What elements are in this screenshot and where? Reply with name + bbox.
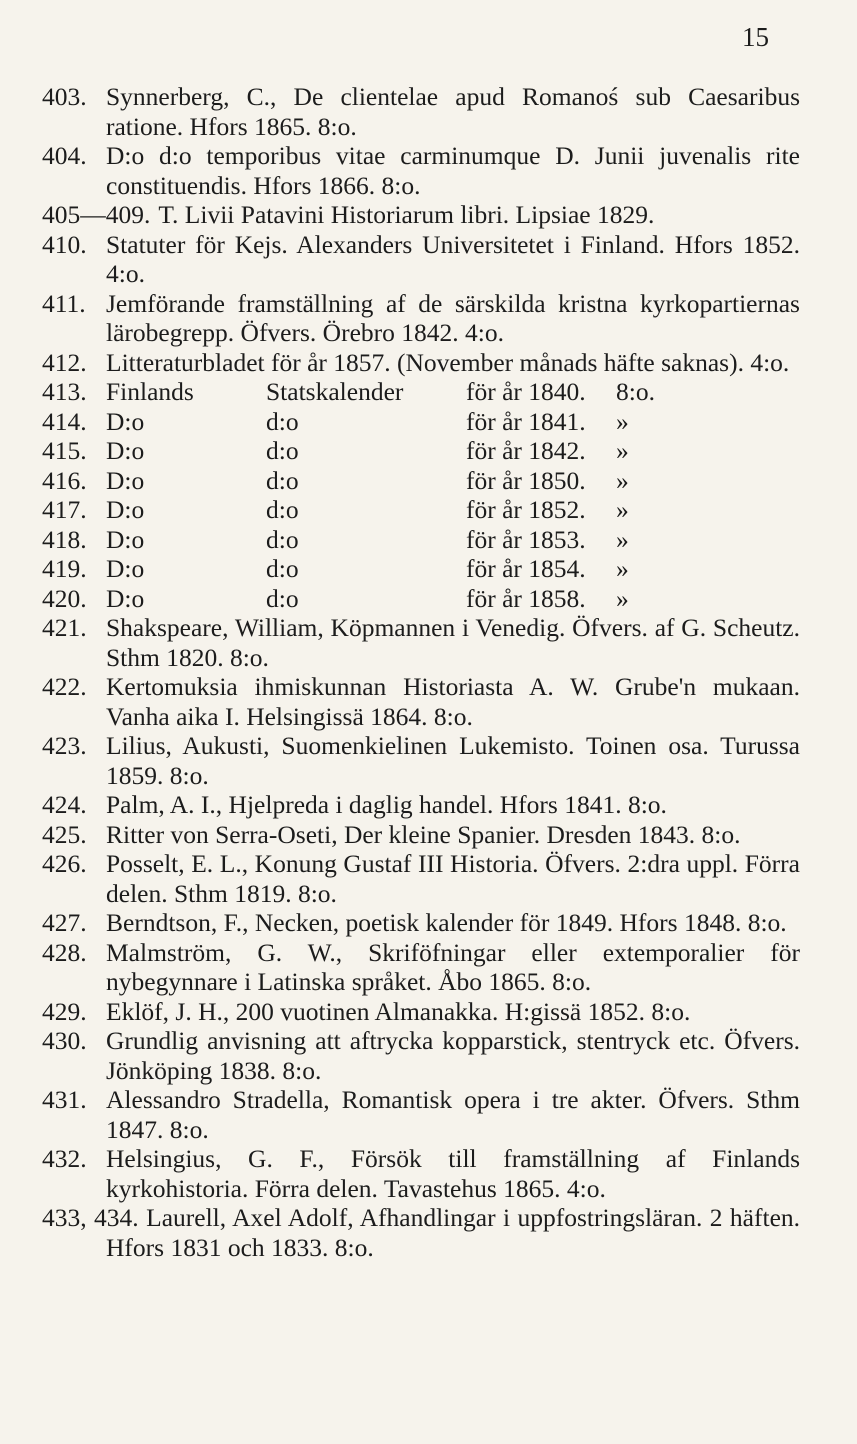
entry-number: 404. [42, 141, 87, 170]
calendar-row [42, 525, 800, 555]
entry-text: Statuter för Kejs. Alexanders Universitetet i Finland. Hfors 1852. 4:o. [106, 229, 800, 288]
catalog-entry [42, 790, 800, 820]
calendar-col-a: Finlands [106, 377, 194, 406]
catalog-entries [42, 82, 800, 1262]
entry-text: Synnerberg, C., De clientelae apud Romanoś sub Caesaribus ratione. Hfors 1865. 8:o. [106, 82, 800, 141]
entry-number: 433, 434. [42, 1203, 139, 1232]
entry-number: 416. [42, 465, 87, 495]
entry-number: 426. [42, 849, 87, 878]
catalog-entry [42, 289, 800, 348]
calendar-col-a: D:o [106, 436, 145, 465]
catalog-entry [42, 141, 800, 200]
entry-number: 424. [42, 790, 87, 819]
entry-text: Alessandro Stradella, Romantisk opera i tre akter. Öfvers. Sthm 1847. 8:o. [106, 1085, 800, 1144]
entry-number: 414. [42, 406, 87, 436]
calendar-col-d: » [616, 524, 629, 554]
entry-text: T. Livii Patavini Historiarum libri. Lipsiae 1829. [158, 200, 655, 229]
catalog-entry [42, 348, 800, 378]
calendar-col-b: d:o [266, 465, 299, 495]
catalog-entry [42, 820, 800, 850]
calendar-row [42, 407, 800, 437]
calendar-row [42, 466, 800, 496]
calendar-row [42, 554, 800, 584]
entry-text: Shakspeare, William, Köpmannen i Venedig. Öfvers. af G. Scheutz. Sthm 1820. 8:o. [106, 613, 800, 672]
calendar-col-d: » [616, 465, 629, 495]
catalog-entry [42, 849, 800, 908]
catalog-entry [42, 200, 800, 230]
calendar-col-a: D:o [106, 495, 145, 524]
entry-text: Berndtson, F., Necken, poetisk kalender för 1849. Hfors 1848. 8:o. [106, 908, 787, 937]
entry-text: Helsingius, G. F., Försök till framställning af Finlands kyrkohistoria. Förra delen. Tavastehus 1865. 4:o. [106, 1144, 800, 1203]
calendar-col-b: d:o [266, 583, 299, 613]
calendar-col-c: för år 1853. [466, 524, 586, 554]
entry-text: Posselt, E. L., Konung Gustaf III Historia. Öfvers. 2:dra uppl. Förra delen. Sthm 1819. 8:o. [106, 849, 800, 908]
entry-number: 430. [42, 1026, 87, 1055]
catalog-entry [42, 908, 800, 938]
entry-number: 411. [42, 288, 86, 318]
calendar-col-c: för år 1841. [466, 406, 586, 436]
entry-number: 405—409. [42, 200, 151, 229]
entry-number: 423. [42, 731, 87, 760]
calendar-col-b: d:o [266, 495, 299, 524]
entry-number: 421. [42, 613, 87, 642]
catalog-entry [42, 1026, 800, 1085]
calendar-row [42, 584, 800, 614]
calendar-col-b: d:o [266, 524, 299, 554]
entry-number: 429. [42, 996, 87, 1026]
catalog-entry [42, 1144, 800, 1203]
catalog-entry [42, 230, 800, 289]
entry-text: Kertomuksia ihmiskunnan Historiasta A. W. Grube'n mukaan. Vanha aika I. Helsingissä 1864. 8:o. [106, 672, 800, 731]
entry-number: 422. [42, 672, 87, 701]
entry-text: Litteraturbladet för år 1857. (November månads häfte saknas). 4:o. [106, 347, 790, 377]
catalog-entry [42, 82, 800, 141]
calendar-col-a: D:o [106, 465, 145, 495]
calendar-col-c: för år 1858. [466, 583, 586, 613]
entry-number: 403. [42, 82, 87, 111]
calendar-col-d: » [616, 554, 629, 583]
entry-text: Lilius, Aukusti, Suomenkielinen Lukemisto. Toinen osa. Turussa 1859. 8:o. [106, 731, 800, 790]
calendar-col-d: » [616, 495, 629, 524]
calendar-col-c: för år 1850. [466, 465, 586, 495]
catalog-entry [42, 1203, 800, 1262]
entry-text: Grundlig anvisning att aftrycka kopparstick, stentryck etc. Öfvers. Jönköping 1838. 8:o. [106, 1026, 800, 1085]
calendar-col-d: » [616, 583, 629, 613]
entry-number: 420. [42, 583, 87, 613]
entry-text: Ritter von Serra-Oseti, Der kleine Spanier. Dresden 1843. 8:o. [106, 819, 741, 849]
calendar-col-a: D:o [106, 583, 145, 613]
calendar-row [42, 377, 800, 407]
entry-number: 410. [42, 229, 87, 259]
entry-number: 431. [42, 1085, 87, 1114]
calendar-col-a: D:o [106, 554, 145, 583]
calendar-col-d: » [616, 436, 629, 465]
entry-text: Jemförande framställning af de särskilda kristna kyrkopartiernas lärobegrepp. Öfvers. Örebro 1842. 4:o. [106, 288, 800, 347]
entry-text: Malmström, G. W., Skriföfningar eller extemporalier för nybegynnare i Latinska språket. Åbo 1865. 8:o. [106, 937, 800, 996]
entry-number: 417. [42, 495, 87, 524]
calendar-row [42, 436, 800, 466]
catalog-entry [42, 997, 800, 1027]
catalog-entry [42, 731, 800, 790]
entry-text: Laurell, Axel Adolf, Afhandlingar i uppfostringsläran. 2 häften. Hfors 1831 och 1833. 8:o. [106, 1203, 801, 1262]
calendar-col-d: 8:o. [616, 377, 655, 406]
entry-text: D:o d:o temporibus vitae carminumque D. Junii juvenalis rite constituendis. Hfors 1866. 8:o. [106, 141, 800, 200]
page-number: 15 [742, 22, 769, 52]
entry-number: 415. [42, 436, 87, 465]
calendar-col-a: D:o [106, 406, 145, 436]
calendar-col-b: d:o [266, 554, 299, 583]
entry-number: 428. [42, 937, 87, 967]
calendar-col-c: för år 1852. [466, 495, 586, 524]
calendar-col-b: d:o [266, 436, 299, 465]
calendar-col-b: Statskalender [266, 377, 404, 406]
entry-number: 427. [42, 908, 87, 937]
catalog-entry [42, 672, 800, 731]
catalog-entry [42, 938, 800, 997]
entry-number: 432. [42, 1144, 87, 1173]
entry-number: 412. [42, 347, 87, 377]
entry-number: 419. [42, 554, 87, 583]
entry-number: 418. [42, 524, 87, 554]
entry-number: 425. [42, 819, 87, 849]
calendar-col-c: för år 1840. [466, 377, 586, 406]
catalog-entry [42, 613, 800, 672]
calendar-col-a: D:o [106, 524, 145, 554]
calendar-col-c: för år 1854. [466, 554, 586, 583]
calendar-row [42, 495, 800, 525]
entry-text: Eklöf, J. H., 200 vuotinen Almanakka. H:gissä 1852. 8:o. [106, 996, 691, 1026]
entry-number: 413. [42, 377, 87, 406]
calendar-col-d: » [616, 406, 629, 436]
calendar-col-c: för år 1842. [466, 436, 586, 465]
entry-text: Palm, A. I., Hjelpreda i daglig handel. Hfors 1841. 8:o. [106, 790, 667, 819]
calendar-col-b: d:o [266, 406, 299, 436]
catalog-entry [42, 1085, 800, 1144]
